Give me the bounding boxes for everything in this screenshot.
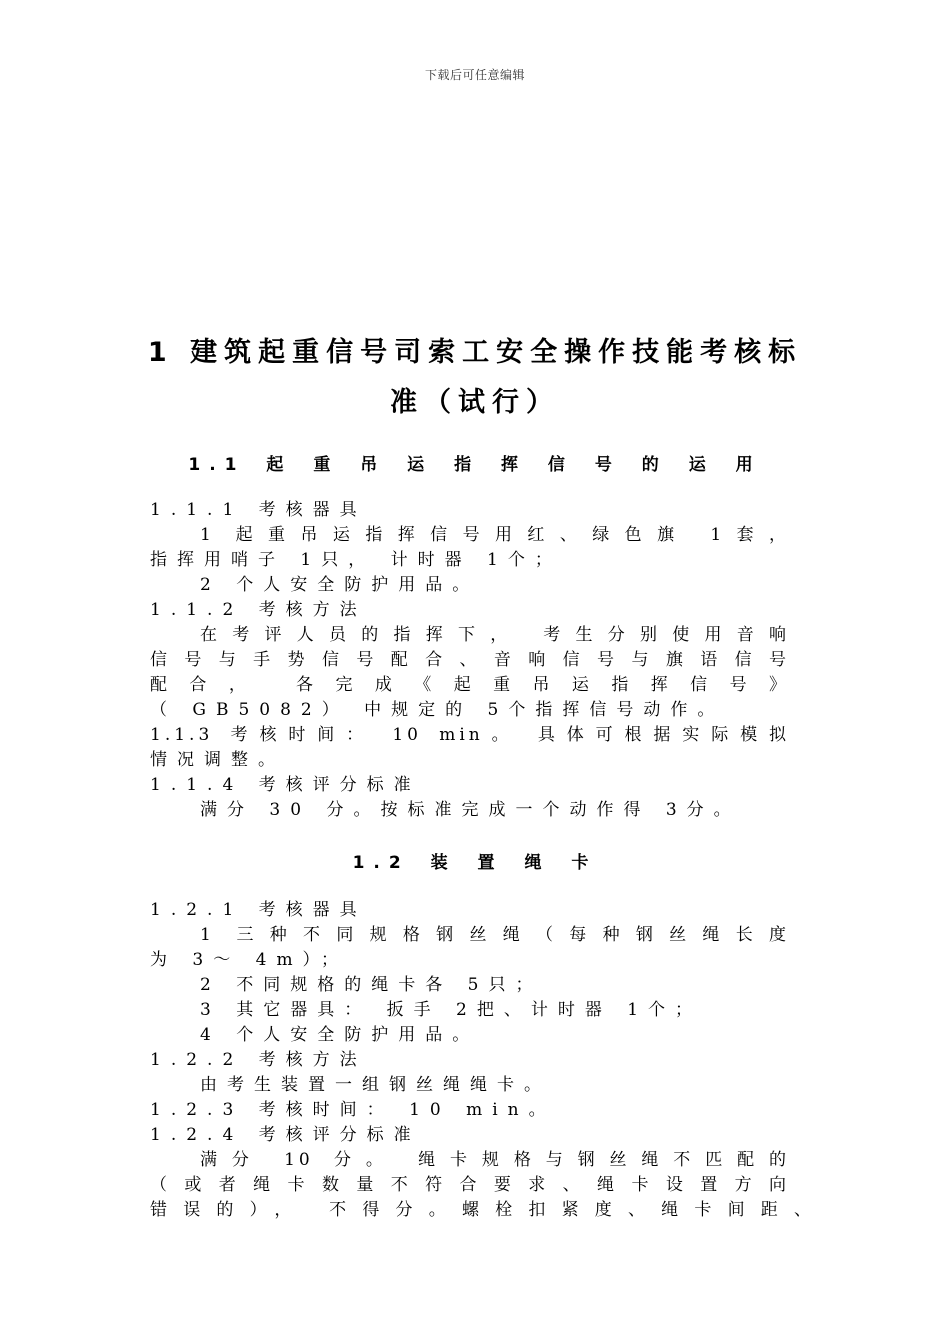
paragraph-line: 4 个人安全防护用品。 [200,1025,480,1045]
paragraph-line: 信号与手势信号配合、音响信号与旗语信号 [150,650,790,670]
subsection-heading: 1.1.3 考核时间： 10 min。 具体可根据实际模拟 [150,725,790,745]
paragraph-line: 1 三种不同规格钢丝绳（每种钢丝绳长度 [200,925,790,945]
paragraph-line: 3 其它器具： 扳手 2把、计时器 1个； [200,1000,703,1020]
paragraph-line: 2 不同规格的绳卡各 5只； [200,975,543,995]
paragraph-line: 为 3～ 4m）； [150,950,349,970]
subsection-heading: 1.1.1 考核器具 [150,500,367,520]
paragraph-line: 配合， 各完成《起重吊运指挥信号》 [150,675,790,695]
section-heading-1-2: 1.2 装 置 绳 卡 [352,853,598,873]
document-title-line-2: 准（试行） [390,387,560,418]
subsection-heading: 1.2.1 考核器具 [150,900,367,920]
subsection-heading: 1.1.2 考核方法 [150,600,367,620]
paragraph-line: 满分 10 分。 绳卡规格与钢丝绳不匹配的 [200,1150,790,1170]
subsection-heading: 1.2.4 考核评分标准 [150,1125,421,1145]
subsection-heading: 1.2.2 考核方法 [150,1050,367,1070]
paragraph-line: 满分 30 分。按标准完成一个动作得 3分。 [200,800,741,820]
paragraph-line: 指挥用哨子 1只， 计时器 1个； [150,550,562,570]
subsection-heading: 1.2.3 考核时间： 10 min。 [150,1100,556,1120]
paragraph-line: 1 起重吊运指挥信号用红、绿色旗 1套， [200,525,790,545]
paragraph-line: 由考生装置一组钢丝绳绳卡。 [200,1075,551,1095]
section-heading-1-1: 1.1 起 重 吊 运 指 挥 信 号 的 运 用 [188,455,762,475]
paragraph-line: （ GB5082） 中规定的 5个指挥信号动作。 [150,700,725,720]
paragraph-line: 在考评人员的指挥下， 考生分别使用音响 [200,625,790,645]
paragraph-line: 错误的）， 不得分。螺栓扣紧度、绳卡间距、 [150,1200,815,1220]
paragraph-line: （或者绳卡数量不符合要求、绳卡设置方向 [150,1175,790,1195]
paragraph-line: 2 个人安全防护用品。 [200,575,480,595]
page-header: 下载后可任意编辑 [424,68,525,82]
subsection-heading: 1.1.4 考核评分标准 [150,775,421,795]
document-title-line-1: 1 建筑起重信号司索工安全操作技能考核标 [147,337,803,368]
paragraph-line: 情况调整。 [150,750,285,770]
